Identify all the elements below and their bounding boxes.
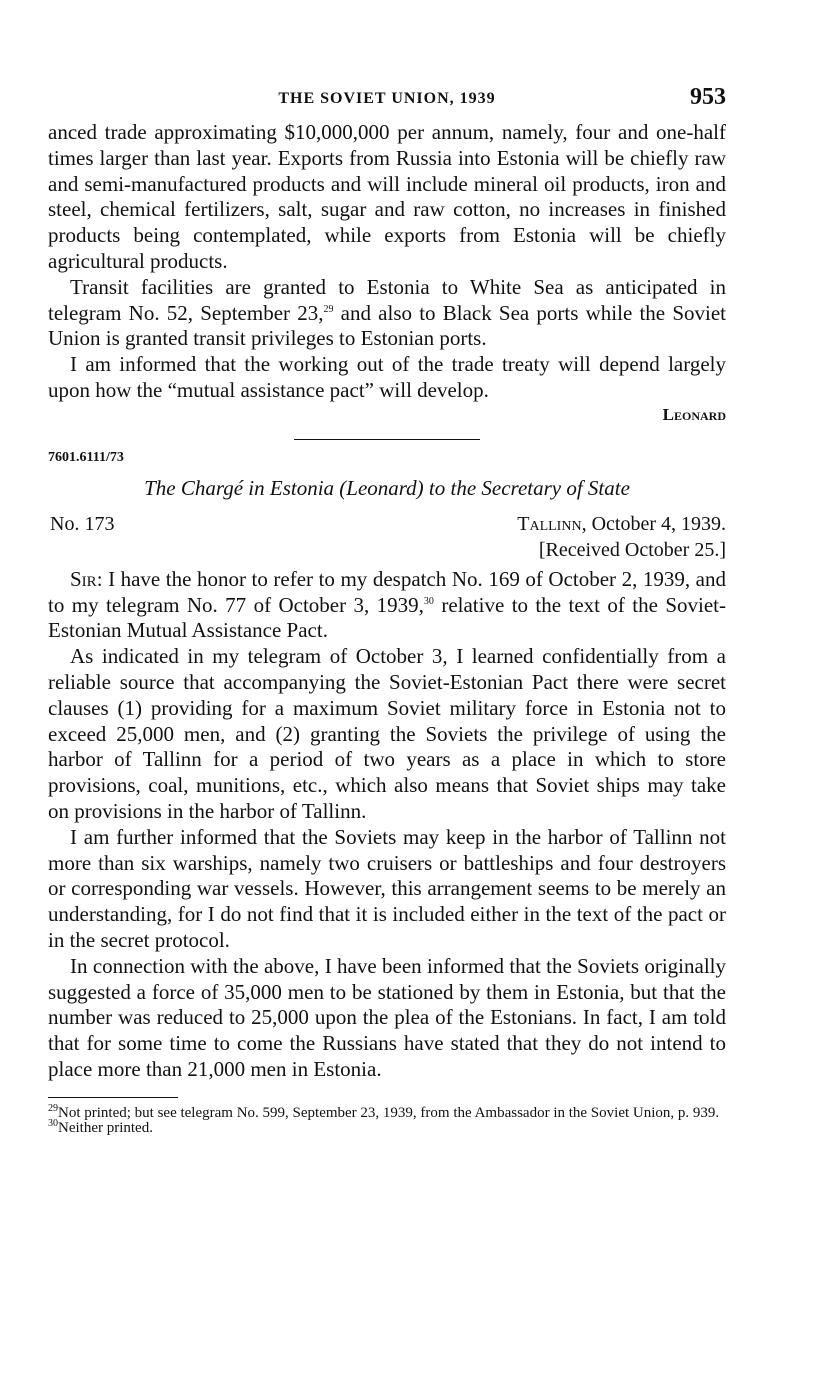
document-heading: The Chargé in Estonia (Leonard) to the Secretary of State (144, 475, 630, 500)
body-paragraph-4: In connection with the above, I have been informed that the Soviets originally suggested a force of 35,000 men to be stationed by them in Estonia, but that the number was reduced to 25,000 upon the plea of the Estonians. In fact, I am told that for some time to come the Russians have stated that they do not intend to place more than 21,000 men in Estonia. (48, 953, 726, 1081)
transit-paragraph (48, 275, 726, 352)
footnote-divider (48, 1097, 178, 1098)
footnote-ref-30: 30 (423, 595, 434, 607)
footnote-mark: 30 (48, 1117, 58, 1129)
document-page (48, 86, 726, 1135)
body-paragraph-3: I am further informed that the Soviets may keep in the harbor of Tallinn not more than six warships, namely two cruisers or battleships and four destroyers or corresponding war vessels. However, this arrangement seems to be merely an understanding, for I do not find that it is included either in the text of the pact or in the secret protocol. (48, 824, 726, 952)
body-paragraph-1 (48, 567, 726, 644)
received-date: [Received October 25.] (538, 538, 726, 561)
closing-paragraph: I am informed that the working out of the trade treaty will depend largely upon how the “mutual assistance pact” will develop. (48, 352, 726, 402)
body-paragraph-1-text: : I have the honor to refer to my despatch No. 169 of October 2, 1939, and to my telegram No. 77 of October 3, 1939, (48, 566, 726, 617)
footnote-30 (48, 1117, 726, 1136)
place-and-date (517, 513, 726, 536)
signature: Leonard (662, 404, 726, 424)
footnote-text: Not printed; but see telegram No. 599, September 23, 1939, from the Ambassador in the Soviet Union, p. 939. (58, 1104, 720, 1121)
page-number: 953 (690, 84, 726, 110)
despatch-number: No. 173 (50, 512, 115, 535)
date: , October 4, 1939. (581, 512, 726, 535)
place: Tallinn (517, 512, 582, 535)
footnote-text: Neither printed. (58, 1119, 153, 1136)
continued-paragraph: anced trade approximating $10,000,000 per annum, namely, four and one-half times larger than last year. Exports from Russia into Estonia will be chiefly raw and semi-manufactured products and will include mineral oil products, iron and steel, chemical fertilizers, salt, sugar and raw cotton, no increases in finished products being contemplated, while exports from Estonia will be chiefly agricultural products. (48, 120, 726, 273)
body-paragraph-1-end: relative to the text of the Soviet-Estonian Mutual Assistance Pact. (48, 592, 727, 643)
section-divider (294, 439, 480, 440)
transit-text: Transit facilities are granted to Estonia to White Sea as anticipated in telegram No. 52, September 23, (48, 274, 726, 325)
footnote-29 (48, 1102, 726, 1121)
footnote-ref-29: 29 (323, 303, 334, 315)
footnote-mark: 29 (48, 1102, 58, 1114)
body-paragraph-2: As indicated in my telegram of October 3, I learned confidentially from a reliable source that accompanying the Soviet-Estonian Pact there were secret clauses (1) providing for a maximum Soviet military force in Estonia not to exceed 25,000 men, and (2) granting the Soviets the privilege of using the harbor of Tallinn for a period of two years as a place in which to store provisions, coal, munitions, etc., which also means that Soviet ships may take on provisions in the harbor of Tallinn. (48, 644, 726, 823)
salutation: Sir (70, 566, 97, 591)
running-title: THE SOVIET UNION, 1939 (278, 90, 496, 107)
document-meta (48, 513, 726, 567)
running-header (48, 86, 726, 120)
file-number: 7601.6111/73 (48, 449, 124, 465)
transit-text-end: and also to Black Sea ports while the Soviet Union is granted transit privileges to Estonian ports. (48, 300, 726, 351)
